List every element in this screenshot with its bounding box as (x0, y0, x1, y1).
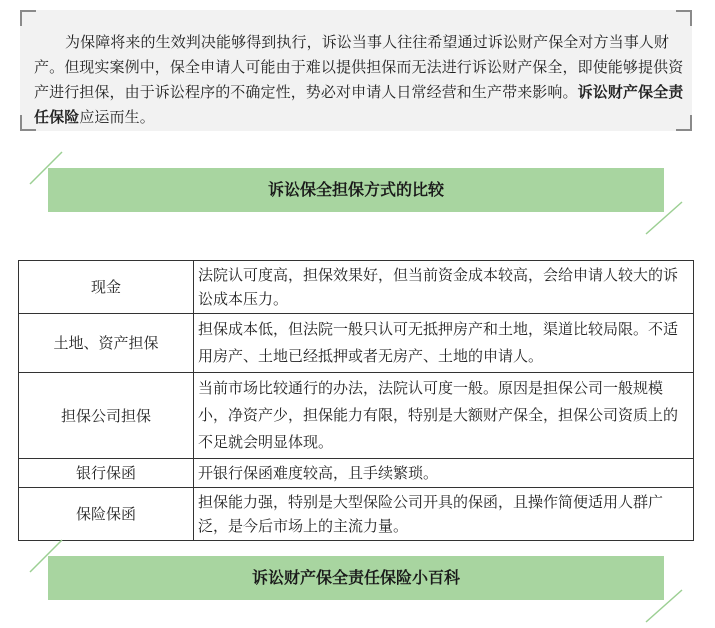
description-cell: 当前市场比较通行的办法，法院认可度一般。原因是担保公司一般规模小，净资产少，担保能力有限，特别是大额财产保全，担保公司资质上的不足就会明显体现。 (194, 373, 694, 459)
method-cell: 保险保函 (19, 488, 194, 541)
intro-box (20, 10, 692, 131)
table-row (19, 373, 694, 459)
description-cell: 担保能力强，特别是大型保险公司开具的保函，且操作简便适用人群广泛，是今后市场上的主流力量。 (194, 488, 694, 541)
description-cell: 担保成本低，但法院一般只认可无抵押房产和土地，渠道比较局限。不适用房产、土地已经抵押或者无房产、土地的申请人。 (194, 314, 694, 373)
table-row (19, 488, 694, 541)
comparison-table (18, 260, 694, 541)
table-row (19, 314, 694, 373)
method-cell: 土地、资产担保 (19, 314, 194, 373)
method-cell: 现金 (19, 261, 194, 314)
banner-deco-lines (640, 588, 686, 624)
table-row (19, 261, 694, 314)
section-title-banner: 诉讼财产保全责任保险小百科 (48, 556, 664, 600)
corner-bracket (20, 10, 36, 26)
intro-paragraph (34, 30, 686, 130)
corner-bracket (676, 10, 692, 26)
description-cell: 法院认可度高，担保效果好，但当前资金成本较高，会给申请人较大的诉讼成本压力。 (194, 261, 694, 314)
intro-text-bold: 诉讼财产保全责任保险 (34, 83, 684, 126)
method-cell: 担保公司担保 (19, 373, 194, 459)
table-row (19, 459, 694, 488)
intro-text-end: 应运而生。 (79, 108, 155, 126)
intro-text-plain: 为保障将来的生效判决能够得到执行，诉讼当事人往往希望通过诉讼财产保全对方当事人财产。但现实案例中，保全申请人可能由于难以提供担保而无法进行诉讼财产保全，即使能够提供资产进行担保，由于诉讼程序的不确定性，势必对申请人日常经营和生产带来影响。 (34, 33, 684, 101)
section-title-banner: 诉讼保全担保方式的比较 (48, 168, 664, 212)
description-cell: 开银行保函难度较高，且手续繁琐。 (194, 459, 694, 488)
method-cell: 银行保函 (19, 459, 194, 488)
banner-deco-lines (640, 200, 686, 236)
